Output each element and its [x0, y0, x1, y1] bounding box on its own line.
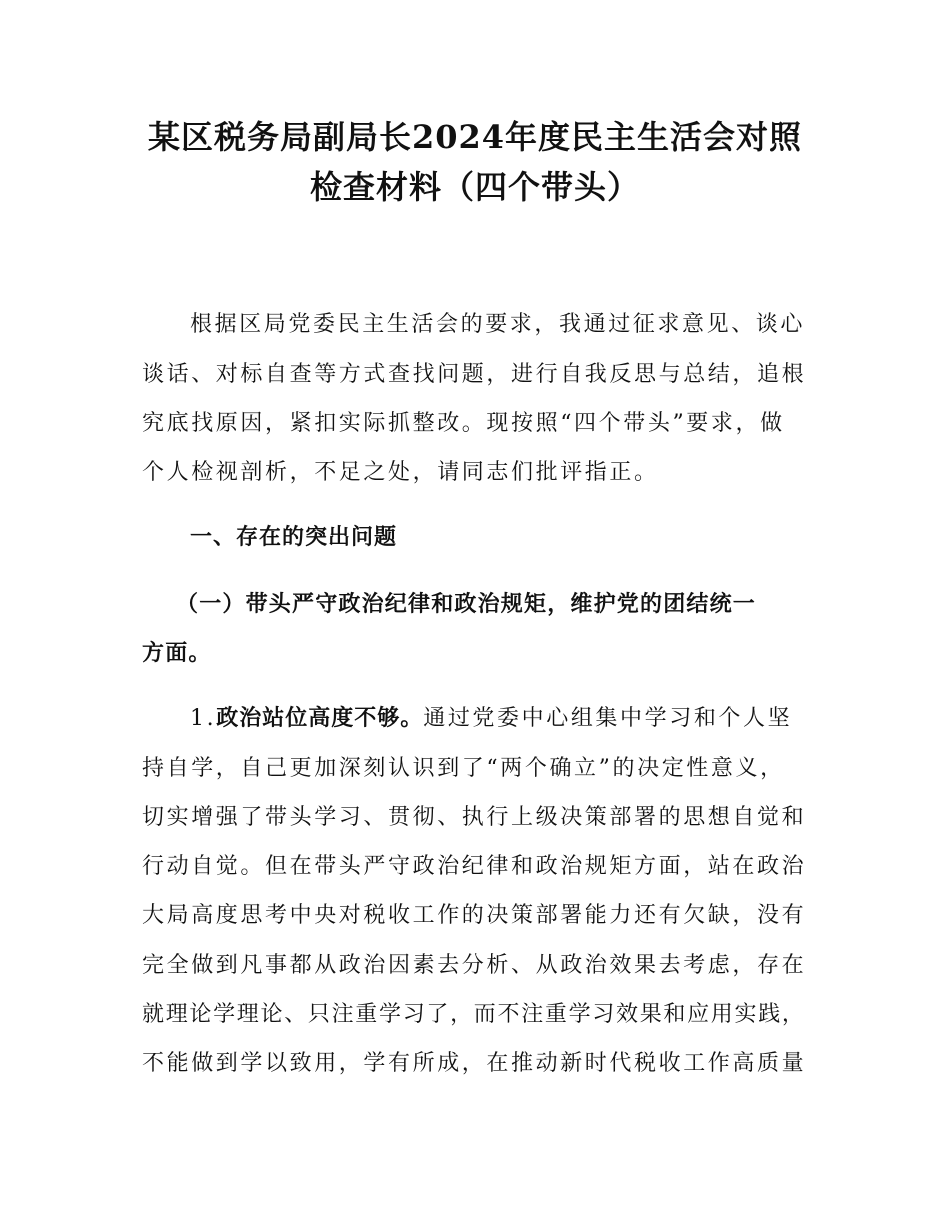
item-1-line-5: 大局高度思考中央对税收工作的决策部署能力还有欠缺，没有: [142, 903, 807, 928]
item-1-line-2: 持自学，自己更加深刻认识到了“两个确立”的决定性意义，: [142, 756, 785, 781]
item-1-first-rest: 通过党委中心组集中学习和个人坚: [423, 706, 793, 731]
subsection-heading-1-line-1: （一）带头严守政治纪律和政治规矩，维护党的团结统一: [176, 592, 757, 617]
item-1-line-8: 不能做到学以致用，学有所成，在推动新时代税收工作高质量: [142, 1051, 807, 1076]
item-1-line-6: 完全做到凡事都从政治因素去分析、从政治效果去考虑，存在: [142, 953, 807, 978]
item-1-line-4: 行动自觉。但在带头严守政治纪律和政治规矩方面，站在政治: [142, 854, 807, 879]
subsection-heading-1-line-2: 方面。: [142, 641, 212, 666]
item-1-number: 1.: [190, 706, 217, 731]
item-1-line-3: 切实增强了带头学习、贯彻、执行上级决策部署的思想自觉和: [142, 805, 807, 830]
section-heading-1: 一、存在的突出问题: [190, 525, 398, 550]
item-1-line-7: 就理论学理论、只注重学习了，而不注重学习效果和应用实践，: [142, 1002, 806, 1027]
intro-line-2: 谈话、对标自查等方式查找问题，进行自我反思与总结，追根: [142, 362, 807, 387]
intro-line-3: 究底找原因，紧扣实际抓整改。现按照“四个带头”要求，做: [142, 411, 785, 436]
item-1-first-line: [190, 704, 822, 734]
intro-line-1: 根据区局党委民主生活会的要求，我通过征求意见、谈心: [190, 312, 806, 337]
intro-line-4: 个人检视剖析，不足之处，请同志们批评指正。: [142, 460, 659, 485]
document-title-line-2: 检查材料（四个带头）: [309, 168, 640, 206]
item-1-lead: 政治站位高度不够。: [216, 706, 424, 731]
document-title-line-1: 某区税务局副局长2024年度民主生活会对照: [147, 118, 803, 156]
